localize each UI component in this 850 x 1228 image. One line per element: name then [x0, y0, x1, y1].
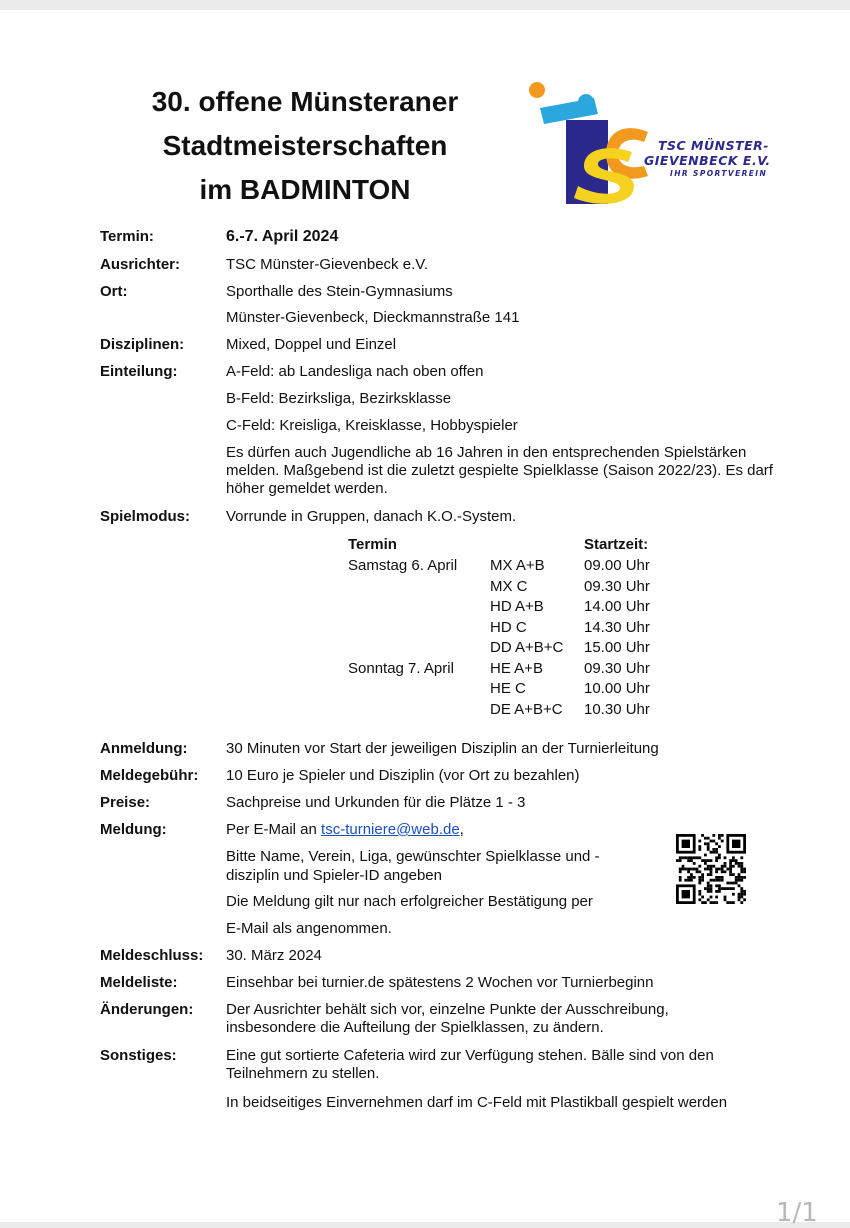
- schedule-day: Samstag 6. April: [348, 557, 458, 574]
- ausrichter-value: TSC Münster-Gievenbeck e.V.: [226, 256, 429, 273]
- einteilung-b-feld: B-Feld: Bezirksliga, Bezirksklasse: [226, 390, 452, 407]
- schedule-time: 14.30 Uhr: [584, 619, 650, 636]
- schedule-time: 10.30 Uhr: [584, 701, 650, 718]
- schedule-time: 09.00 Uhr: [584, 557, 650, 574]
- einteilung-label: Einteilung:: [100, 363, 178, 380]
- meldeschluss-value: 30. März 2024: [226, 947, 322, 964]
- schedule-header-termin: Termin: [348, 536, 397, 553]
- schedule-discipline: DE A+B+C: [490, 701, 563, 718]
- logo-text-line-2: GIEVENBECK E.V.: [644, 153, 771, 168]
- sonstiges-value: Eine gut sortierte Cafeteria wird zur Verfügung stehen. Bälle sind von den Teilnehmern zu stellen.: [226, 1047, 714, 1082]
- schedule-day: Sonntag 7. April: [348, 660, 454, 677]
- sonstiges-label: Sonstiges:: [100, 1047, 177, 1064]
- schedule-time: 15.00 Uhr: [584, 639, 650, 656]
- logo-text-line-3: IHR SPORTVEREIN: [670, 169, 768, 178]
- schedule-time: 10.00 Uhr: [584, 680, 650, 697]
- club-logo: [528, 74, 778, 212]
- schedule-discipline: HD C: [490, 619, 527, 636]
- document-title: [100, 80, 510, 212]
- disziplinen-value: Mixed, Doppel und Einzel: [226, 336, 397, 353]
- schedule-discipline: HE C: [490, 680, 526, 697]
- schedule-discipline: MX C: [490, 578, 528, 595]
- meldegebuehr-label: Meldegebühr:: [100, 767, 199, 784]
- einteilung-c-feld: C-Feld: Kreisliga, Kreisklasse, Hobbyspieler: [226, 417, 518, 434]
- anmeldung-label: Anmeldung:: [100, 740, 188, 757]
- schedule-discipline: DD A+B+C: [490, 639, 564, 656]
- logo-text-line-1: TSC MÜNSTER-: [658, 138, 769, 153]
- title-line-2: Stadtmeisterschaften: [162, 130, 448, 161]
- club-logo-icon: [528, 74, 658, 212]
- meldung-line-1: [226, 821, 464, 839]
- ort-label: Ort:: [100, 283, 128, 300]
- title-line-3: im BADMINTON: [199, 174, 411, 205]
- preise-value: Sachpreise und Urkunden für die Plätze 1 - 3: [226, 794, 526, 811]
- title-line-1: 30. offene Münsteraner: [151, 86, 459, 117]
- qr-code-icon[interactable]: [676, 834, 746, 904]
- meldung-line-3: disziplin und Spieler-ID angeben: [226, 867, 442, 884]
- meldeliste-label: Meldeliste:: [100, 974, 178, 991]
- aenderungen-label: Änderungen:: [100, 1001, 194, 1018]
- schedule-time: 09.30 Uhr: [584, 660, 650, 677]
- meldung-line-4: Die Meldung gilt nur nach erfolgreicher Bestätigung per: [226, 893, 593, 910]
- ausrichter-label: Ausrichter:: [100, 256, 181, 273]
- disziplinen-label: Disziplinen:: [100, 336, 185, 353]
- preise-label: Preise:: [100, 794, 151, 811]
- meldung-label: Meldung:: [100, 821, 167, 838]
- meldung-suffix: ,: [459, 821, 464, 838]
- document-page: [0, 10, 850, 1222]
- meldegebuehr-value: 10 Euro je Spieler und Disziplin (vor Ort zu bezahlen): [226, 767, 580, 784]
- termin-value: 6.-7. April 2024: [226, 228, 339, 245]
- page-number: 1/1: [776, 1198, 818, 1228]
- anmeldung-value: 30 Minuten vor Start der jeweiligen Disziplin an der Turnierleitung: [226, 740, 659, 757]
- spielmodus-value: Vorrunde in Gruppen, danach K.O.-System.: [226, 508, 517, 525]
- schedule-discipline: MX A+B: [490, 557, 545, 574]
- aenderungen-value: Der Ausrichter behält sich vor, einzelne Punkte der Ausschreibung, insbesondere die Aufteilung der Spielklassen, zu ändern.: [226, 1001, 669, 1036]
- meldung-line-2: Bitte Name, Verein, Liga, gewünschter Spielklasse und -: [226, 848, 600, 865]
- einteilung-note: Es dürfen auch Jugendliche ab 16 Jahren in den entsprechenden Spielstärken melden. Maßgebend ist die zuletzt gespielte Spielklasse (Saison 2022/23). Es darf höher gemeldet werden.: [226, 444, 773, 497]
- meldung-prefix: Per E-Mail an: [226, 821, 322, 838]
- spielmodus-label: Spielmodus:: [100, 508, 191, 525]
- schedule-discipline: HE A+B: [490, 660, 543, 677]
- meldung-line-5: E-Mail als angenommen.: [226, 920, 392, 937]
- sonstiges-line-2: In beidseitiges Einvernehmen darf im C-Feld mit Plastikball gespielt werden: [226, 1094, 728, 1111]
- email-link[interactable]: tsc-turniere@web.de: [321, 821, 460, 838]
- schedule-time: 09.30 Uhr: [584, 578, 650, 595]
- einteilung-a-feld: A-Feld: ab Landesliga nach oben offen: [226, 363, 484, 380]
- meldeliste-value: Einsehbar bei turnier.de spätestens 2 Wochen vor Turnierbeginn: [226, 974, 654, 991]
- termin-label: Termin:: [100, 228, 154, 245]
- schedule-time: 14.00 Uhr: [584, 598, 650, 615]
- schedule-header-startzeit: Startzeit:: [584, 536, 649, 553]
- meldeschluss-label: Meldeschluss:: [100, 947, 204, 964]
- schedule-discipline: HD A+B: [490, 598, 544, 615]
- ort-line-2: Münster-Gievenbeck, Dieckmannstraße 141: [226, 309, 520, 326]
- ort-line-1: Sporthalle des Stein-Gymnasiums: [226, 283, 453, 300]
